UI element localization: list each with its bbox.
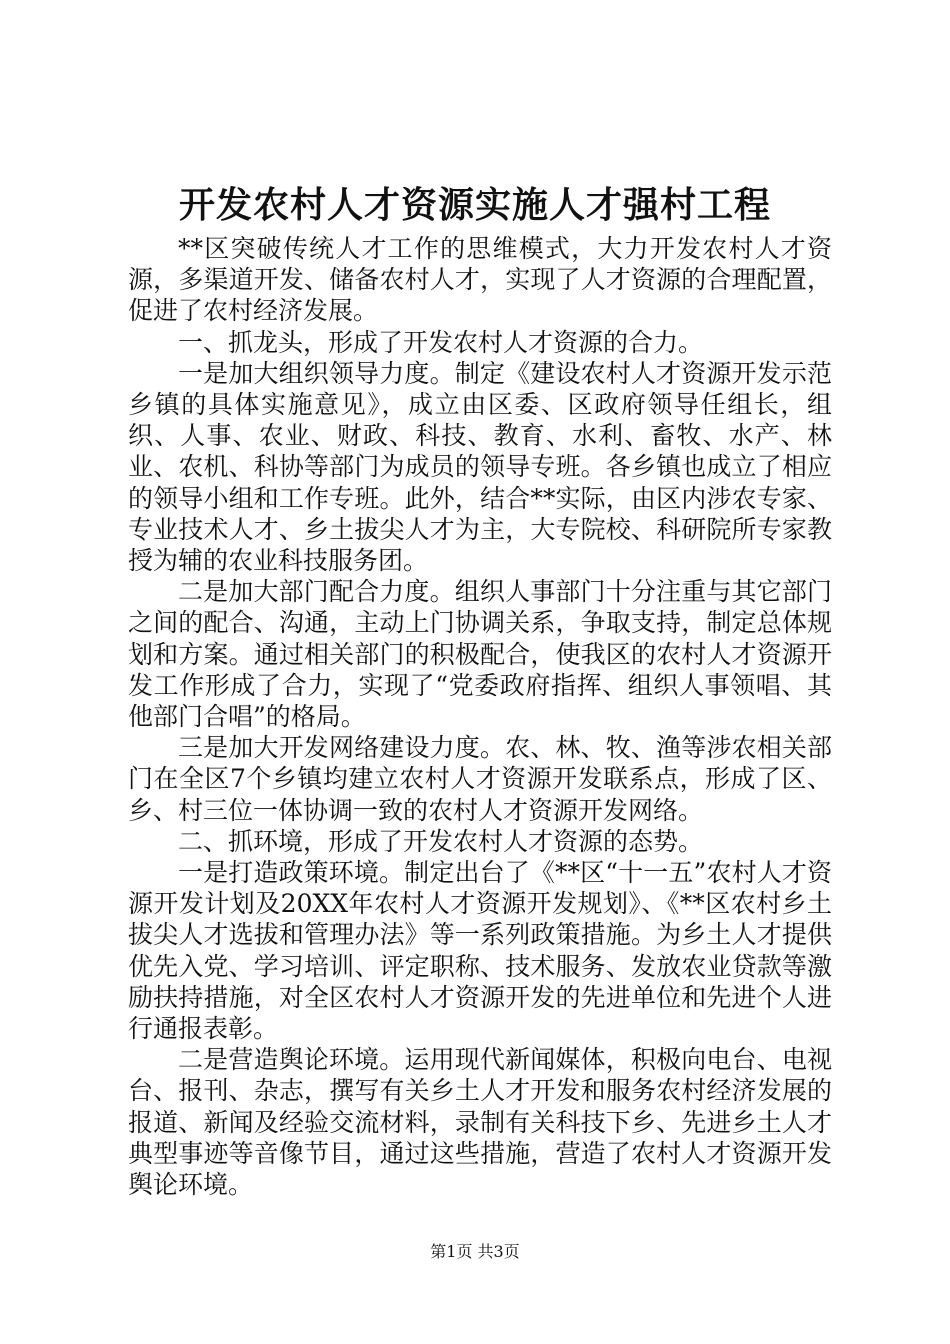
paragraph-public-opinion: 二是营造舆论环境。运用现代新闻媒体，积极向电台、电视台、报刊、杂志，撰写有关乡土人才开发和服务农村经济发展的报道、新闻及经验交流材料，录制有关科技下乡、先进乡土人才典型事迹等音像节目，通过这些措施，营造了农村人才资源开发舆论环境。 <box>128 1045 832 1200</box>
section-heading-2: 二、抓环境，形成了开发农村人才资源的态势。 <box>178 826 704 856</box>
document-title: 开发农村人才资源实施人才强村工程 <box>178 184 771 226</box>
paragraph-policy-environment: 一是打造政策环境。制定出台了《**区“十一五”农村人才资源开发计划及20XX年农村人才资源开发规划》、《**区农村乡土拔尖人才选拔和管理办法》等一系列政策措施。为乡土人才提供优先入党、学习培训、评定职称、技术服务、发放农业贷款等激励扶持措施，对全区农村人才资源开发的先进单位和先进个人进行通报表彰。 <box>128 858 832 1044</box>
paragraph-department-coordination: 二是加大部门配合力度。组织人事部门十分注重与其它部门之间的配合、沟通，主动上门协调关系，争取支持，制定总体规划和方案。通过相关部门的积极配合，使我区的农村人才资源开发工作形成了合力，实现了“党委政府指挥、组织人事领唱、其他部门合唱”的格局。 <box>128 577 832 732</box>
page-footer: 第1页 共3页 <box>430 1242 520 1261</box>
section-heading-1: 一、抓龙头，形成了开发农村人才资源的合力。 <box>178 327 704 357</box>
paragraph-network-building: 三是加大开发网络建设力度。农、林、牧、渔等涉农相关部门在全区7个乡镇均建立农村人才资源开发联系点，形成了区、乡、村三位一体协调一致的农村人才资源开发网络。 <box>128 733 832 825</box>
paragraph-organization-leadership: 一是加大组织领导力度。制定《建设农村人才资源开发示范乡镇的具体实施意见》，成立由区委、区政府领导任组长，组织、人事、农业、财政、科技、教育、水利、畜牧、水产、林业、农机、科协等部门为成员的领导专班。各乡镇也成立了相应的领导小组和工作专班。此外，结合**实际，由区内涉农专家、专业技术人才、乡土拔尖人才为主，大专院校、科研院所专家教授为辅的农业科技服务团。 <box>128 358 832 576</box>
document-body <box>128 233 832 1200</box>
paragraph-intro: **区突破传统人才工作的思维模式，大力开发农村人才资源，多渠道开发、储备农村人才，实现了人才资源的合理配置，促进了农村经济发展。 <box>128 234 832 326</box>
